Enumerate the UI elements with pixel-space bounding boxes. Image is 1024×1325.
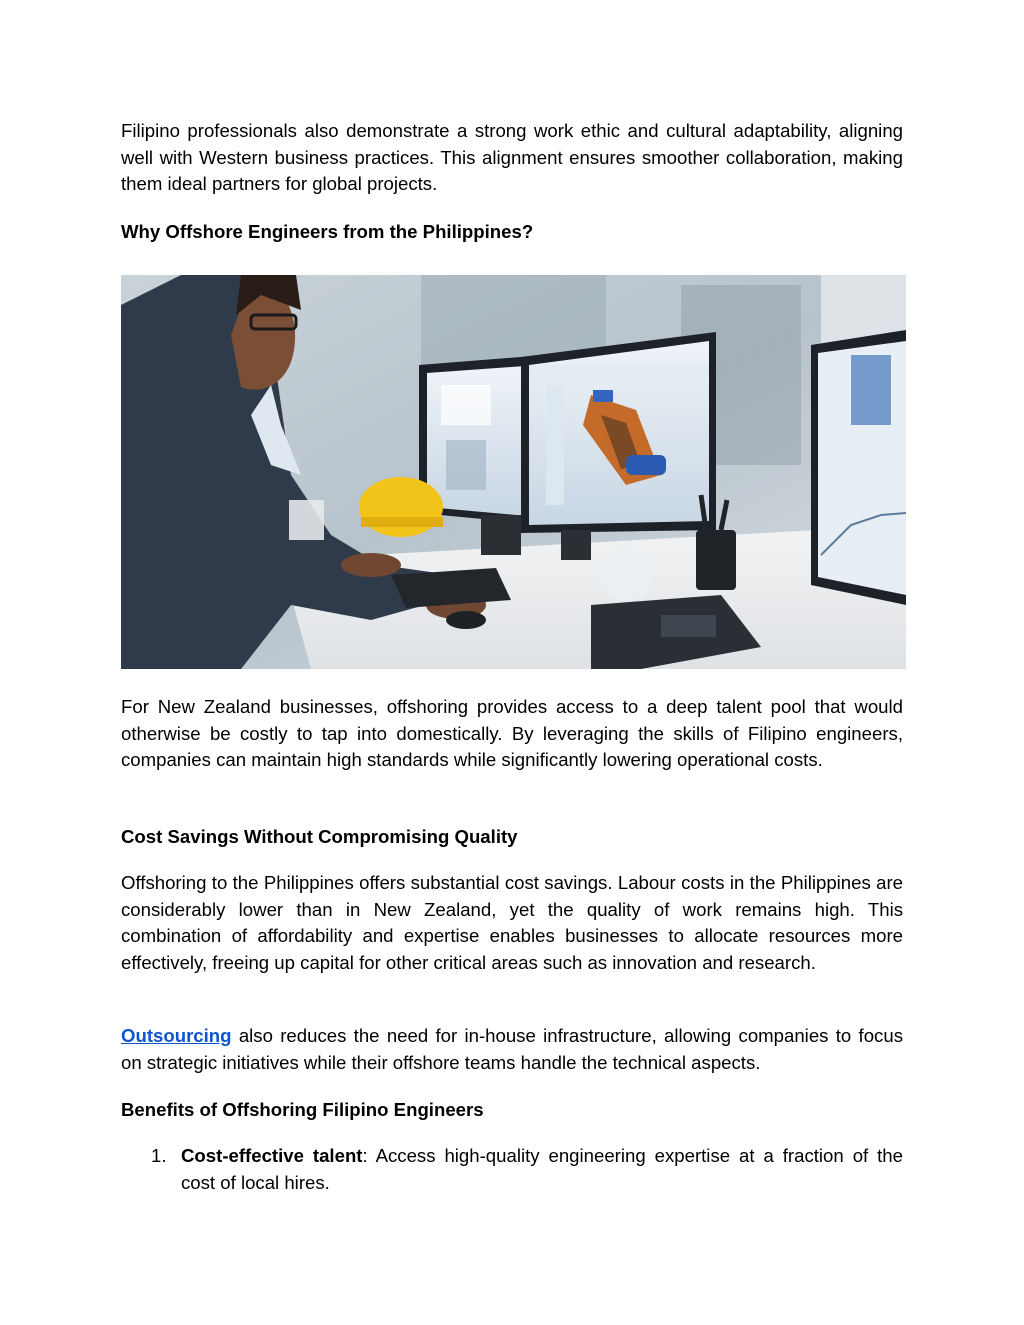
list-item-number: 1. — [151, 1145, 167, 1166]
heading-why-offshore: Why Offshore Engineers from the Philippines? — [121, 221, 534, 242]
paragraph-nz-talent-pool: For New Zealand businesses, offshoring provides access to a deep talent pool that would otherwise be costly to tap into domestically. By leveraging the skills of Filipino engineers, companies can maintain high standards while significantly lowering operational costs. — [121, 696, 903, 771]
heading-benefits: Benefits of Offshoring Filipino Engineers — [121, 1099, 484, 1120]
paragraph-work-ethic: Filipino professionals also demonstrate a strong work ethic and cultural adaptability, aligning well with Western business practices. This alignment ensures smoother collaboration, making them ideal partners for global projects. — [121, 120, 903, 195]
list-item — [121, 1143, 903, 1196]
list-item-title: Cost-effective talent — [181, 1145, 363, 1166]
outsourcing-paragraph-text: also reduces the need for in-house infrastructure, allowing companies to focus on strategic initiatives while their offshore teams handle the technical aspects. — [121, 1025, 903, 1073]
outsourcing-link[interactable]: Outsourcing — [121, 1025, 232, 1046]
paragraph-cost-savings: Offshoring to the Philippines offers substantial cost savings. Labour costs in the Philippines are considerably lower than in New Zealand, yet the quality of work remains high. This combination of affordability and expertise enables businesses to allocate resources more effectively, freeing up capital for other critical areas such as innovation and research. — [121, 872, 903, 973]
paragraph-outsourcing — [121, 1023, 903, 1076]
benefits-list — [121, 1143, 903, 1196]
heading-cost-savings: Cost Savings Without Compromising Quality — [121, 826, 518, 847]
engineer-workstation-photo — [121, 275, 906, 669]
list-item-text: : Access high-quality engineering expertise at a fraction of the cost of local hires. — [181, 1145, 903, 1193]
